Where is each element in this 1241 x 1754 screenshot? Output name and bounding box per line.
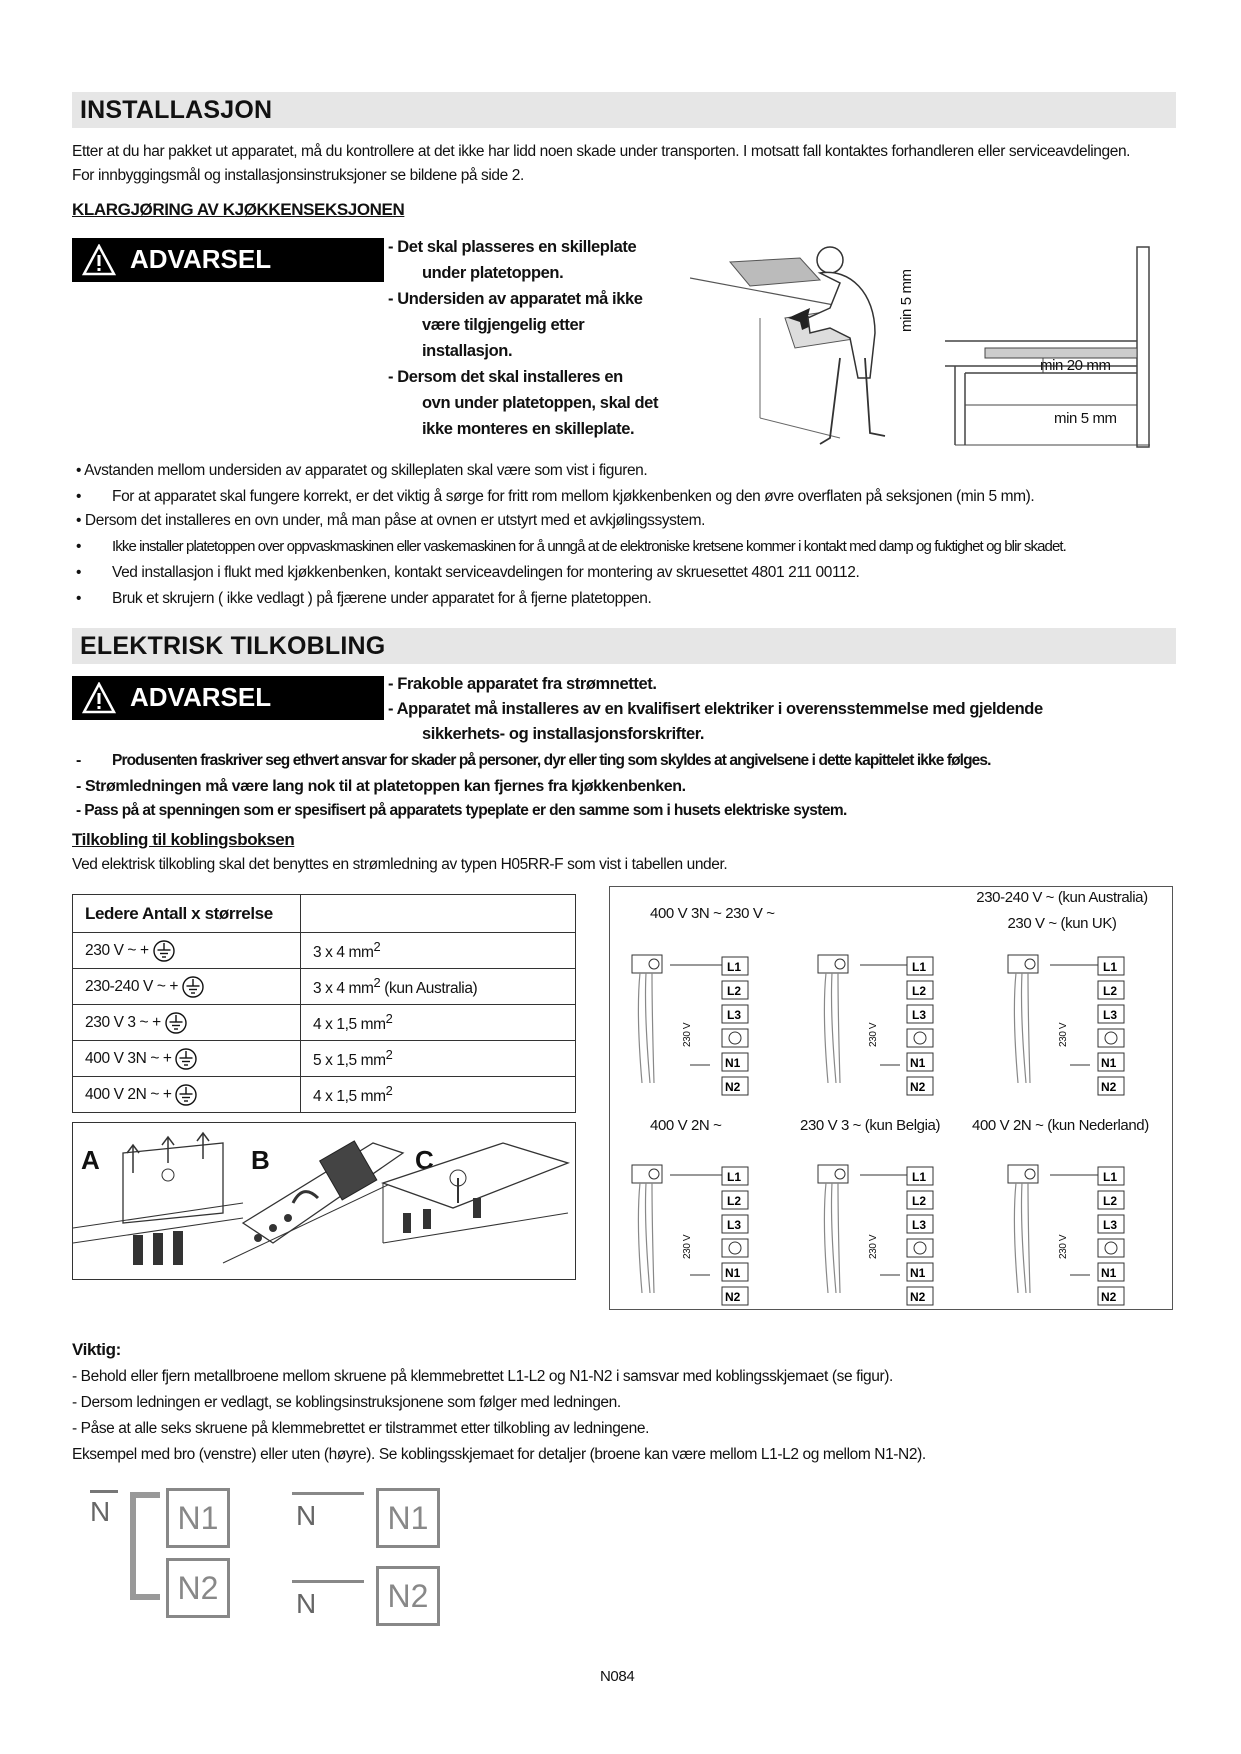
warning-line: sikkerhets- og installasjonsforskrifter. <box>422 725 705 743</box>
size-exponent: 2 <box>385 1082 393 1098</box>
bullet-marker: • <box>76 488 82 505</box>
bullet-marker: • <box>76 538 82 555</box>
bullet-item: • Avstanden mellom undersiden av apparatet og skilleplaten skal være som vist i figuren. <box>76 462 648 479</box>
bridge-line <box>90 1490 118 1493</box>
warning-line: - Apparatet må installeres av en kvalifisert elektriker i overensstemmelse med gjeldende <box>388 700 1043 718</box>
warning-line: ovn under platetoppen, skal det <box>422 394 659 412</box>
electrical-warning-list <box>388 672 1043 747</box>
supply-cell <box>73 1041 301 1077</box>
size-text: 3 x 4 mm <box>313 944 374 962</box>
table-row <box>73 1005 576 1041</box>
step-label-c: C <box>415 1145 434 1175</box>
size-exponent: 2 <box>385 1010 393 1026</box>
size-exponent: 2 <box>373 974 381 990</box>
size-note: (kun Australia) <box>380 980 478 998</box>
size-cell <box>301 1041 576 1077</box>
diagram-label: 400 V 2N ~ <box>650 1117 722 1134</box>
voltage-line: - Pass på at spenningen som er spesifisert på apparatets typeplate er den samme som i husets elektriske system. <box>76 802 847 819</box>
table-header-row <box>73 895 576 933</box>
warning-list <box>388 234 658 442</box>
terminal-n2: N2 <box>166 1558 230 1618</box>
dim-label-min5: min 5 mm <box>1054 410 1117 427</box>
size-exponent: 2 <box>385 1046 393 1062</box>
diagram-label: 400 V 2N ~ (kun Nederland) <box>972 1117 1149 1134</box>
diagram-label: 230-240 V ~ (kun Australia) <box>976 889 1148 906</box>
warning-line: - Dersom det skal installeres en <box>388 368 623 386</box>
bullet-item: Ved installasjon i flukt med kjøkkenbenken, kontakt serviceavdelingen for montering av skruesettet 4801 211 00112. <box>112 564 860 581</box>
warning-banner <box>72 238 384 282</box>
diagram-label: 230 V 3 ~ (kun Belgia) <box>800 1117 941 1134</box>
installation-illustration <box>690 238 920 448</box>
dim-label-min20: min 20 mm <box>1040 357 1111 374</box>
bullet-item: Ikke installer platetoppen over oppvaskmaskinen eller vaskemaskinen for å unngå at de elektroniske kretsene kommer i kontakt med damp og fuktighet og blir skadet. <box>112 538 1066 555</box>
step-label-b: B <box>251 1145 270 1175</box>
supply-text: 230-240 V ~ + <box>85 977 179 995</box>
viktig-line: - Påse at alle seks skruene på klemmebrettet er tilstrammet etter tilkobling av ledningene. <box>72 1420 650 1437</box>
warning-banner <box>72 676 384 720</box>
supply-cell <box>73 969 301 1005</box>
bridge-example-with <box>82 1488 262 1628</box>
section-title: INSTALLASJON <box>80 96 273 124</box>
size-cell <box>301 1005 576 1041</box>
bullet-item: • Dersom det installeres en ovn under, må man påse at ovnen er utstyrt med et avkjølingssystem. <box>76 512 706 529</box>
supply-cell <box>73 1077 301 1113</box>
size-cell <box>301 933 576 969</box>
voltage-label: 230 V <box>868 1234 879 1259</box>
table-row <box>73 969 576 1005</box>
diagram-label: 230 V ~ (kun UK) <box>1007 915 1117 932</box>
liability-line: Produsenten fraskriver seg ethvert ansvar for skader på personer, dyr eller ting som skyldes at angivelsene i dette kapittelet ikke følges. <box>112 752 991 769</box>
ground-icon <box>175 1084 197 1106</box>
warning-line: under platetoppen. <box>422 264 564 282</box>
step-label-a: A <box>81 1145 100 1175</box>
section-header-elektrisk <box>72 628 1176 664</box>
abc-illustration <box>72 1122 576 1280</box>
subsection-title-koblingsboks: Tilkobling til koblingsboksen <box>72 830 295 849</box>
section-header-installasjon <box>72 92 1176 128</box>
size-exponent: 2 <box>373 938 381 954</box>
bridge-example-without <box>292 1488 472 1638</box>
wire-line <box>292 1492 364 1495</box>
wiring-diagram-graphics: L1 L2 L3 N1 N2 <box>610 887 1172 1309</box>
ground-icon <box>165 1012 187 1034</box>
terminal-n2: N2 <box>376 1566 440 1626</box>
supply-text: 400 V 2N ~ + <box>85 1085 172 1103</box>
warning-triangle-icon <box>82 682 116 714</box>
supply-cell <box>73 1005 301 1041</box>
supply-cell <box>73 933 301 969</box>
subsection-title-klargjoring: KLARGJØRING AV KJØKKENSEKSJONEN <box>72 200 405 219</box>
table-row <box>73 933 576 969</box>
intro-paragraph <box>72 140 1182 188</box>
terminal-n1: N1 <box>166 1488 230 1548</box>
neutral-label: N <box>90 1496 111 1527</box>
dash-marker: - <box>76 752 81 769</box>
supply-text: 230 V 3 ~ + <box>85 1013 161 1031</box>
diagram-label: 400 V 3N ~ 230 V ~ <box>650 905 775 922</box>
metal-bridge <box>130 1492 160 1600</box>
size-text: 4 x 1,5 mm <box>313 1016 386 1034</box>
dimension-illustration <box>905 245 1190 460</box>
neutral-label: N <box>296 1500 317 1531</box>
warning-label: ADVARSEL <box>130 682 272 712</box>
dim-label-vertical: min 5 mm <box>898 269 915 332</box>
warning-line: - Undersiden av apparatet må ikke <box>388 290 643 308</box>
warning-line: - Frakoble apparatet fra strømnettet. <box>388 675 657 693</box>
table-row <box>73 1077 576 1113</box>
voltage-label: 230 V <box>868 1022 879 1047</box>
bullet-item: For at apparatet skal fungere korrekt, er det viktig å sørge for fritt rom mellom kjøkkenbenken og den øvre overflaten på seksjonen (min 5 mm). <box>112 488 1035 505</box>
supply-text: 230 V ~ + <box>85 941 149 959</box>
warning-line: ikke monteres en skilleplate. <box>422 420 635 438</box>
page-number: N084 <box>600 1668 635 1685</box>
size-text: 5 x 1,5 mm <box>313 1052 386 1070</box>
viktig-title: Viktig: <box>72 1340 121 1359</box>
size-text: 4 x 1,5 mm <box>313 1088 386 1106</box>
viktig-line: - Behold eller fjern metallbroene mellom skruene på klemmebrettet L1-L2 og N1-N2 i samsvar med koblingsskjemaet (se figur). <box>72 1368 893 1385</box>
table-row <box>73 1041 576 1077</box>
supply-text: 400 V 3N ~ + <box>85 1049 172 1067</box>
warning-line: være tilgjengelig etter <box>422 316 585 334</box>
viktig-line: Eksempel med bro (venstre) eller uten (høyre). Se koblingsskjemaet for detaljer (broene kan være mellom L1-L2 og mellom N1-N2). <box>72 1446 926 1463</box>
size-cell <box>301 969 576 1005</box>
voltage-label: 230 V <box>1058 1022 1069 1047</box>
bullet-marker: • <box>76 590 82 607</box>
warning-label: ADVARSEL <box>130 244 272 274</box>
size-cell <box>301 1077 576 1113</box>
ground-icon <box>175 1048 197 1070</box>
ground-icon <box>182 976 204 998</box>
wire-line <box>292 1580 364 1583</box>
warning-line: - Det skal plasseres en skilleplate <box>388 238 637 256</box>
ground-icon <box>153 940 175 962</box>
bullet-marker: • <box>76 564 82 581</box>
viktig-list <box>72 1364 1182 1468</box>
wiring-diagrams <box>609 886 1173 1310</box>
section-title: ELEKTRISK TILKOBLING <box>80 632 386 660</box>
voltage-label: 230 V <box>682 1234 693 1259</box>
neutral-label: N <box>296 1588 317 1619</box>
intro-line-2: For innbyggingsmål og installasjonsinstruksjoner se bildene på side 2. <box>72 167 524 184</box>
viktig-line: - Dersom ledningen er vedlagt, se koblingsinstruksjonene som følger med ledningen. <box>72 1394 621 1411</box>
table-header-cell: Ledere Antall x størrelse <box>73 895 301 933</box>
cable-length-line: - Strømledningen må være lang nok til at platetoppen kan fjernes fra kjøkkenbenken. <box>76 778 686 795</box>
warning-line: installasjon. <box>422 342 513 360</box>
size-text: 3 x 4 mm <box>313 980 374 998</box>
table-header-cell-empty <box>301 895 576 933</box>
voltage-label: 230 V <box>682 1022 693 1047</box>
bullet-item: Bruk et skrujern ( ikke vedlagt ) på fjærene under apparatet for å fjerne platetoppen. <box>112 590 652 607</box>
cable-type-text: Ved elektrisk tilkobling skal det benyttes en strømledning av typen H05RR-F som vist i tabellen under. <box>72 856 728 873</box>
cable-table <box>72 894 576 1113</box>
terminal-block-drawings <box>73 1123 575 1279</box>
terminal-n1: N1 <box>376 1488 440 1548</box>
voltage-label: 230 V <box>1058 1234 1069 1259</box>
intro-line-1: Etter at du har pakket ut apparatet, må du kontrollere at det ikke har lidd noen skade under transporten. I motsatt fall kontaktes forhandleren eller serviceavdelingen. <box>72 143 1131 160</box>
warning-triangle-icon <box>82 244 116 276</box>
